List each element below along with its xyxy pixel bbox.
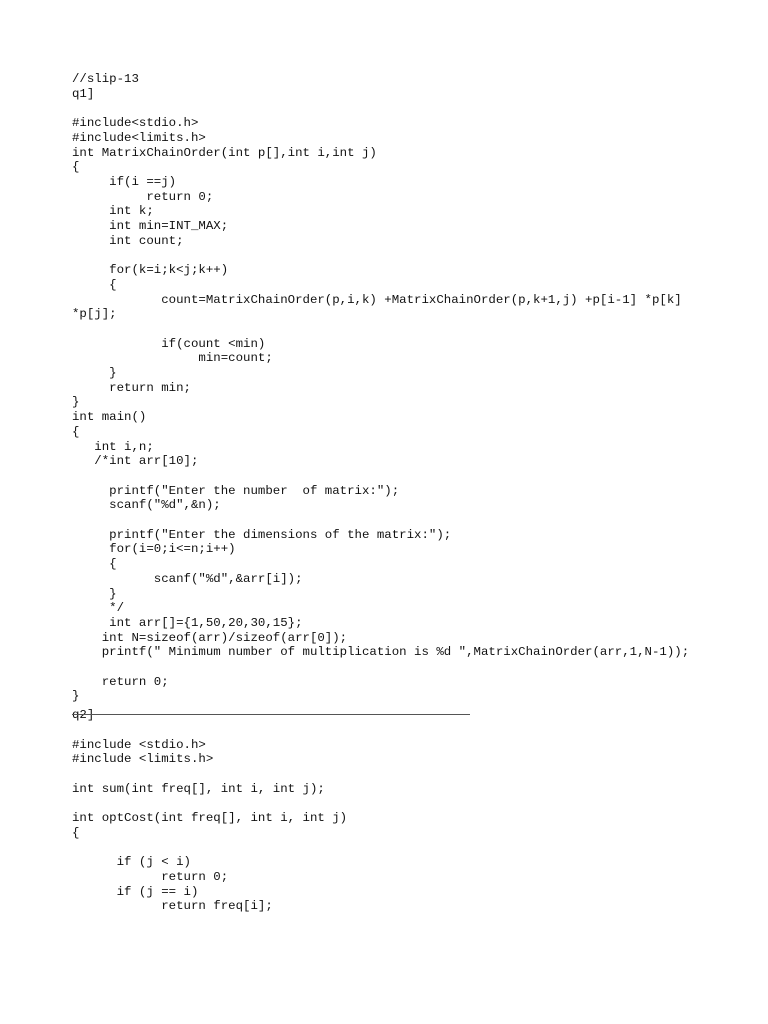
code-line: for(i=0;i<=n;i++) bbox=[72, 542, 236, 557]
code-line: { bbox=[72, 160, 80, 175]
code-line: printf(" Minimum number of multiplication is %d ",MatrixChainOrder(arr,1,N-1)); bbox=[72, 645, 690, 660]
code-line: scanf("%d",&n); bbox=[72, 498, 221, 513]
code-line: //slip-13 bbox=[72, 72, 139, 86]
code-line: int count; bbox=[72, 233, 184, 248]
code-line: return min; bbox=[72, 380, 191, 395]
code-line: */ bbox=[72, 601, 125, 616]
code-line: { bbox=[72, 557, 117, 572]
horizontal-rule bbox=[72, 714, 470, 715]
code-line: printf("Enter the dimensions of the matrix:"); bbox=[72, 527, 452, 542]
code-line: { bbox=[72, 277, 117, 292]
code-line: #include <limits.h> bbox=[72, 752, 214, 767]
code-line: for(k=i;k<j;k++) bbox=[72, 263, 229, 278]
code-line: *p[j]; bbox=[72, 307, 117, 322]
code-line: int k; bbox=[72, 204, 154, 219]
code-line: count=MatrixChainOrder(p,i,k) +MatrixChainOrder(p,k+1,j) +p[i-1] *p[k] bbox=[72, 292, 682, 307]
code-line: return 0; bbox=[72, 189, 214, 204]
code-line: if(count <min) bbox=[72, 336, 266, 351]
code-line: /*int arr[10]; bbox=[72, 454, 199, 469]
code-line: return 0; bbox=[72, 674, 169, 689]
code-line: } bbox=[72, 395, 80, 410]
code-line: if (j < i) bbox=[72, 855, 191, 870]
code-line: } bbox=[72, 689, 80, 704]
code-line: return freq[i]; bbox=[72, 899, 273, 914]
code-line: int N=sizeof(arr)/sizeof(arr[0]); bbox=[72, 630, 348, 645]
code-line: int MatrixChainOrder(int p[],int i,int j) bbox=[72, 145, 377, 160]
code-line: { bbox=[72, 424, 80, 439]
code-line: } bbox=[72, 366, 117, 380]
code-line: printf("Enter the number of matrix:"); bbox=[72, 483, 400, 498]
code-line: q2] bbox=[72, 708, 95, 723]
code-line: int i,n; bbox=[72, 439, 154, 454]
code-line: if(i ==j) bbox=[72, 174, 177, 189]
code-line: #include <stdio.h> bbox=[72, 737, 206, 752]
code-line: int arr[]={1,50,20,30,15}; bbox=[72, 615, 303, 630]
code-line: #include<limits.h> bbox=[72, 130, 206, 145]
code-line: return 0; bbox=[72, 869, 229, 884]
code-line: int min=INT_MAX; bbox=[72, 219, 229, 233]
code-line: int sum(int freq[], int i, int j); bbox=[72, 781, 325, 796]
code-line: scanf("%d",&arr[i]); bbox=[72, 571, 303, 586]
code-line: int optCost(int freq[], int i, int j) bbox=[72, 811, 348, 825]
code-line: min=count; bbox=[72, 351, 273, 366]
code-line: } bbox=[72, 586, 117, 601]
code-line: #include<stdio.h> bbox=[72, 116, 199, 131]
code-line: q1] bbox=[72, 86, 95, 101]
code-line: { bbox=[72, 825, 80, 840]
code-line: int main() bbox=[72, 410, 147, 425]
code-line: if (j == i) bbox=[72, 884, 199, 899]
